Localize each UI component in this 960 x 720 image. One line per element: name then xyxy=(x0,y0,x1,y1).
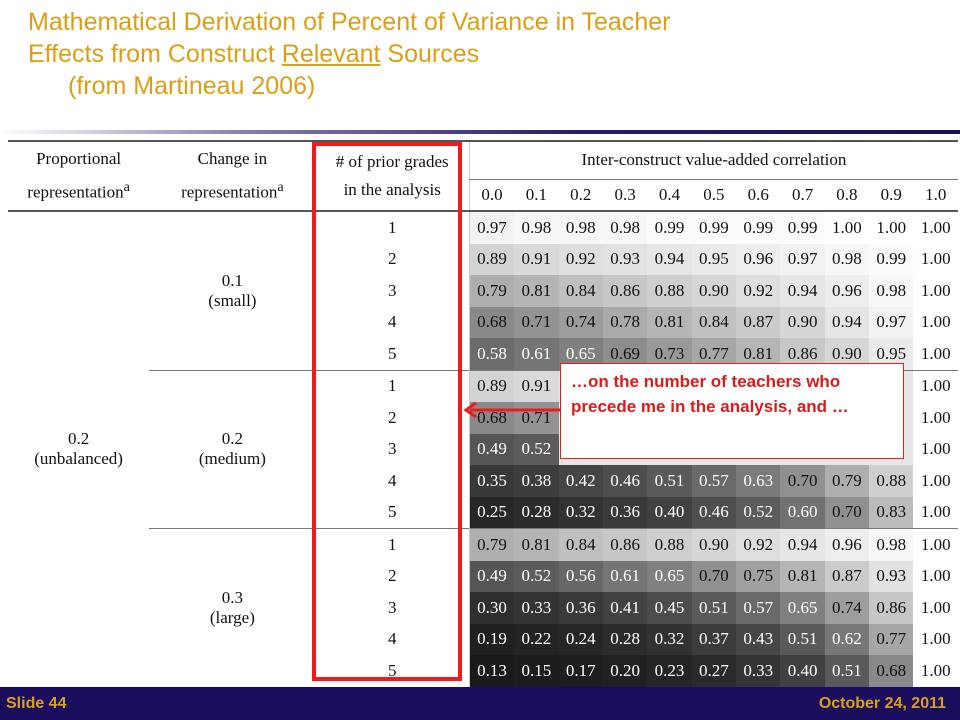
prior-grades-cell: 3 xyxy=(387,439,397,459)
header-proportional xyxy=(8,141,149,211)
correlation-value-cell: 0.38 xyxy=(514,465,558,497)
correlation-value-cell: 0.33 xyxy=(736,655,780,687)
header-correlation-value: 0.5 xyxy=(703,184,725,204)
header-change xyxy=(149,141,315,211)
correlation-value-cell: 1.00 xyxy=(913,307,958,339)
correlation-value-cell: 0.93 xyxy=(603,244,647,276)
correlation-value-cell: 0.99 xyxy=(736,211,780,244)
correlation-value-cell: 1.00 xyxy=(913,275,958,307)
correlation-value-cell: 0.42 xyxy=(559,465,603,497)
header-change-line2: representation xyxy=(181,182,278,202)
correlation-value-cell: 0.94 xyxy=(780,529,824,561)
header-correlation-span: Inter-construct value-added correlation xyxy=(469,141,958,179)
correlation-value-cell: 0.51 xyxy=(647,465,691,497)
correlation-value-cell: 0.13 xyxy=(469,655,514,687)
correlation-value-cell: 0.46 xyxy=(692,497,736,529)
header-correlation-value: 0.0 xyxy=(469,179,514,211)
correlation-value-cell: 0.88 xyxy=(647,275,691,307)
correlation-value-cell: 1.00 xyxy=(913,592,958,624)
correlation-value-cell: 0.70 xyxy=(825,497,869,529)
footer-bar xyxy=(0,687,960,720)
correlation-value-cell: 0.94 xyxy=(780,275,824,307)
correlation-value-cell: 0.96 xyxy=(736,244,780,276)
correlation-value-cell: 1.00 xyxy=(913,370,958,402)
change-label: (large) xyxy=(209,607,255,627)
correlation-value-cell: 0.20 xyxy=(603,655,647,687)
correlation-value-cell: 0.98 xyxy=(869,275,913,307)
correlation-value-cell: 0.65 xyxy=(647,561,691,593)
change-cell xyxy=(149,370,315,529)
correlation-value-cell: 0.68 xyxy=(469,307,514,339)
table-row xyxy=(8,211,958,244)
correlation-value-cell: 1.00 xyxy=(913,529,958,561)
correlation-value-cell: 0.33 xyxy=(514,592,558,624)
correlation-value-cell: 0.51 xyxy=(780,624,824,656)
correlation-value-cell: 0.86 xyxy=(603,529,647,561)
proportional-cell xyxy=(8,211,149,687)
header-correlation-value: 0.1 xyxy=(525,184,548,204)
correlation-value-cell: 0.94 xyxy=(825,307,869,339)
callout-arrow-icon xyxy=(462,400,562,420)
correlation-value-cell: 0.96 xyxy=(825,529,869,561)
correlation-value-cell: 0.79 xyxy=(469,275,514,307)
correlation-value-cell: 1.00 xyxy=(913,211,958,244)
title-line-2-post: Sources xyxy=(380,40,480,68)
correlation-value-cell: 0.65 xyxy=(559,338,603,370)
correlation-value-cell: 0.84 xyxy=(559,529,603,561)
prior-grades-cell: 1 xyxy=(387,534,397,554)
correlation-value-cell: 0.99 xyxy=(869,244,913,276)
correlation-value-cell: 0.95 xyxy=(692,244,736,276)
correlation-value-cell: 0.98 xyxy=(559,211,603,244)
correlation-value-cell: 1.00 xyxy=(913,244,958,276)
correlation-value-cell: 1.00 xyxy=(913,624,958,656)
prior-grades-cell: 4 xyxy=(387,629,397,649)
correlation-value-cell: 0.36 xyxy=(559,592,603,624)
correlation-value-cell: 0.41 xyxy=(603,592,647,624)
correlation-value-cell: 0.24 xyxy=(559,624,603,656)
prior-grades-cell: 4 xyxy=(387,470,397,490)
correlation-value-cell: 0.96 xyxy=(825,275,869,307)
table-row xyxy=(8,529,958,561)
prior-grades-cell: 2 xyxy=(387,566,397,586)
correlation-value-cell: 0.36 xyxy=(603,497,647,529)
correlation-value-cell: 0.88 xyxy=(647,529,691,561)
slide-number: Slide 44 xyxy=(6,695,67,712)
prior-grades-cell: 3 xyxy=(387,597,397,617)
header-proportional-line1: Proportional xyxy=(36,149,122,169)
correlation-value-cell: 0.46 xyxy=(603,465,647,497)
correlation-value-cell: 0.30 xyxy=(469,592,514,624)
header-correlation-value: 0.9 xyxy=(880,184,902,204)
correlation-value-cell: 0.40 xyxy=(647,497,691,529)
correlation-value-cell: 0.69 xyxy=(603,338,647,370)
correlation-value-cell: 1.00 xyxy=(913,402,958,434)
header-correlation-value: 0.8 xyxy=(836,184,858,204)
correlation-value-cell: 0.83 xyxy=(869,497,913,529)
prior-grades-cell: 5 xyxy=(387,660,397,680)
correlation-value-cell: 0.63 xyxy=(736,465,780,497)
correlation-value-cell: 0.32 xyxy=(559,497,603,529)
header-proportional-sup: a xyxy=(123,179,130,196)
slide-date: October 24, 2011 xyxy=(818,695,946,712)
change-value: 0.1 xyxy=(221,270,243,290)
correlation-value-cell: 0.98 xyxy=(869,529,913,561)
correlation-value-cell: 0.86 xyxy=(780,338,824,370)
change-label: (small) xyxy=(208,290,257,310)
correlation-value-cell: 0.79 xyxy=(469,529,514,561)
correlation-value-cell: 1.00 xyxy=(869,211,913,244)
prior-grades-highlight-box xyxy=(312,142,462,681)
correlation-value-cell: 1.00 xyxy=(913,497,958,529)
correlation-value-cell: 0.52 xyxy=(736,497,780,529)
correlation-value-cell: 0.97 xyxy=(869,307,913,339)
correlation-value-cell: 0.56 xyxy=(559,561,603,593)
correlation-value-cell: 1.00 xyxy=(825,211,869,244)
correlation-value-cell: 0.45 xyxy=(647,592,691,624)
correlation-value-cell: 0.97 xyxy=(780,244,824,276)
header-correlation-value: 0.7 xyxy=(791,184,814,204)
header-proportional-line2: representation xyxy=(27,182,124,202)
prior-grades-cell: 5 xyxy=(387,502,397,522)
correlation-value-cell: 0.90 xyxy=(825,338,869,370)
header-correlation-value: 0.6 xyxy=(747,184,769,204)
correlation-value-cell: 0.95 xyxy=(869,338,913,370)
correlation-value-cell: 0.86 xyxy=(603,275,647,307)
correlation-value-cell: 0.97 xyxy=(469,211,514,244)
correlation-value-cell: 0.52 xyxy=(514,561,558,593)
proportional-label: (unbalanced) xyxy=(34,449,123,469)
correlation-value-cell: 0.74 xyxy=(559,307,603,339)
correlation-value-cell: 0.90 xyxy=(780,307,824,339)
correlation-value-cell: 0.81 xyxy=(736,338,780,370)
correlation-value-cell: 0.28 xyxy=(603,624,647,656)
correlation-value-cell: 0.49 xyxy=(469,434,514,466)
prior-grades-cell: 1 xyxy=(387,217,397,237)
correlation-value-cell: 0.68 xyxy=(869,655,913,687)
correlation-value-cell: 0.81 xyxy=(647,307,691,339)
change-label: (medium) xyxy=(198,449,266,469)
correlation-value-cell: 0.52 xyxy=(514,434,558,466)
correlation-value-cell: 0.88 xyxy=(869,465,913,497)
correlation-value-cell: 0.37 xyxy=(692,624,736,656)
correlation-value-cell: 0.99 xyxy=(780,211,824,244)
correlation-value-cell: 0.93 xyxy=(869,561,913,593)
correlation-value-cell: 0.84 xyxy=(559,275,603,307)
correlation-value-cell: 0.68 xyxy=(469,402,514,434)
correlation-value-cell: 0.57 xyxy=(692,465,736,497)
prior-grades-cell: 5 xyxy=(387,343,397,363)
title-line-3: (from Martineau 2006) xyxy=(68,72,316,100)
prior-grades-cell: 4 xyxy=(387,312,397,332)
correlation-value-cell: 0.89 xyxy=(469,244,514,276)
header-correlation-value: 1.0 xyxy=(925,184,947,204)
header-change-sup: a xyxy=(277,179,284,196)
correlation-value-cell: 0.91 xyxy=(514,244,558,276)
slide-title xyxy=(28,6,928,102)
correlation-value-cell: 0.19 xyxy=(469,624,514,656)
header-prior-grades-line1: # of prior grades xyxy=(335,152,449,171)
correlation-value-cell: 0.86 xyxy=(869,592,913,624)
header-correlation-value: 0.2 xyxy=(570,184,592,204)
title-line-2-pre: Effects from Construct xyxy=(28,40,282,68)
correlation-value-cell: 0.65 xyxy=(780,592,824,624)
correlation-value-cell: 0.94 xyxy=(647,244,691,276)
correlation-value-cell: 0.90 xyxy=(692,529,736,561)
correlation-value-cell: 0.70 xyxy=(692,561,736,593)
correlation-value-cell: 0.32 xyxy=(647,624,691,656)
correlation-value-cell: 0.23 xyxy=(647,655,691,687)
correlation-value-cell: 0.73 xyxy=(647,338,691,370)
correlation-value-cell: 0.28 xyxy=(514,497,558,529)
correlation-value-cell: 0.81 xyxy=(780,561,824,593)
correlation-value-cell: 1.00 xyxy=(913,338,958,370)
correlation-value-cell: 0.71 xyxy=(514,402,558,434)
correlation-value-cell: 0.61 xyxy=(514,338,558,370)
correlation-value-cell: 0.92 xyxy=(736,529,780,561)
correlation-value-cell: 0.81 xyxy=(514,275,558,307)
header-correlation-value: 0.3 xyxy=(614,184,636,204)
correlation-value-cell: 0.35 xyxy=(469,465,514,497)
correlation-value-cell: 0.40 xyxy=(780,655,824,687)
title-underlined-word: Relevant xyxy=(281,40,381,68)
correlation-value-cell: 0.79 xyxy=(825,465,869,497)
correlation-value-cell: 0.17 xyxy=(559,655,603,687)
correlation-value-cell: 0.90 xyxy=(692,275,736,307)
title-line-1: Mathematical Derivation of Percent of Variance in Teacher xyxy=(28,8,671,36)
correlation-value-cell: 0.89 xyxy=(469,370,514,402)
prior-grades-cell: 1 xyxy=(387,376,397,396)
correlation-value-cell: 0.71 xyxy=(514,307,558,339)
correlation-value-cell: 0.27 xyxy=(692,655,736,687)
correlation-value-cell: 0.87 xyxy=(825,561,869,593)
header-prior-grades-line2: in the analysis xyxy=(343,180,441,199)
correlation-value-cell: 0.70 xyxy=(780,465,824,497)
correlation-value-cell: 0.84 xyxy=(692,307,736,339)
correlation-value-cell: 0.15 xyxy=(514,655,558,687)
correlation-value-cell: 1.00 xyxy=(913,465,958,497)
header-change-line1: Change in xyxy=(197,149,268,169)
correlation-value-cell: 0.91 xyxy=(514,370,558,402)
correlation-value-cell: 0.25 xyxy=(469,497,514,529)
correlation-value-cell: 0.77 xyxy=(692,338,736,370)
correlation-value-cell: 1.00 xyxy=(913,561,958,593)
correlation-value-cell: 0.22 xyxy=(514,624,558,656)
correlation-value-cell: 0.49 xyxy=(469,561,514,593)
correlation-value-cell: 0.51 xyxy=(825,655,869,687)
correlation-value-cell: 0.57 xyxy=(736,592,780,624)
correlation-value-cell: 0.98 xyxy=(603,211,647,244)
correlation-value-cell: 0.92 xyxy=(559,244,603,276)
callout-box: …on the number of teachers who precede me in the analysis, and … xyxy=(560,363,904,459)
change-cell xyxy=(149,529,315,687)
correlation-value-cell: 0.77 xyxy=(869,624,913,656)
correlation-value-cell: 0.75 xyxy=(736,561,780,593)
prior-grades-cell: 2 xyxy=(387,407,397,427)
correlation-value-cell: 0.51 xyxy=(692,592,736,624)
correlation-value-cell: 0.58 xyxy=(469,338,514,370)
proportional-value: 0.2 xyxy=(67,429,90,449)
change-value: 0.2 xyxy=(221,429,243,449)
correlation-value-cell: 0.74 xyxy=(825,592,869,624)
correlation-value-cell: 0.81 xyxy=(514,529,558,561)
correlation-value-cell: 1.00 xyxy=(913,434,958,466)
correlation-value-cell: 0.99 xyxy=(647,211,691,244)
correlation-value-cell: 0.60 xyxy=(780,497,824,529)
correlation-value-cell: 0.78 xyxy=(603,307,647,339)
correlation-value-cell: 0.99 xyxy=(692,211,736,244)
correlation-value-cell: 0.61 xyxy=(603,561,647,593)
correlation-value-cell: 0.92 xyxy=(736,275,780,307)
correlation-value-cell: 0.43 xyxy=(736,624,780,656)
change-cell xyxy=(149,211,315,370)
correlation-value-cell: 0.98 xyxy=(825,244,869,276)
correlation-value-cell: 0.87 xyxy=(736,307,780,339)
correlation-value-cell: 1.00 xyxy=(913,655,958,687)
prior-grades-cell: 3 xyxy=(387,280,397,300)
prior-grades-cell: 2 xyxy=(387,249,397,269)
correlation-value-cell: 0.98 xyxy=(514,211,558,244)
correlation-value-cell: 0.62 xyxy=(825,624,869,656)
header-correlation-value: 0.4 xyxy=(658,184,681,204)
change-value: 0.3 xyxy=(221,587,243,607)
